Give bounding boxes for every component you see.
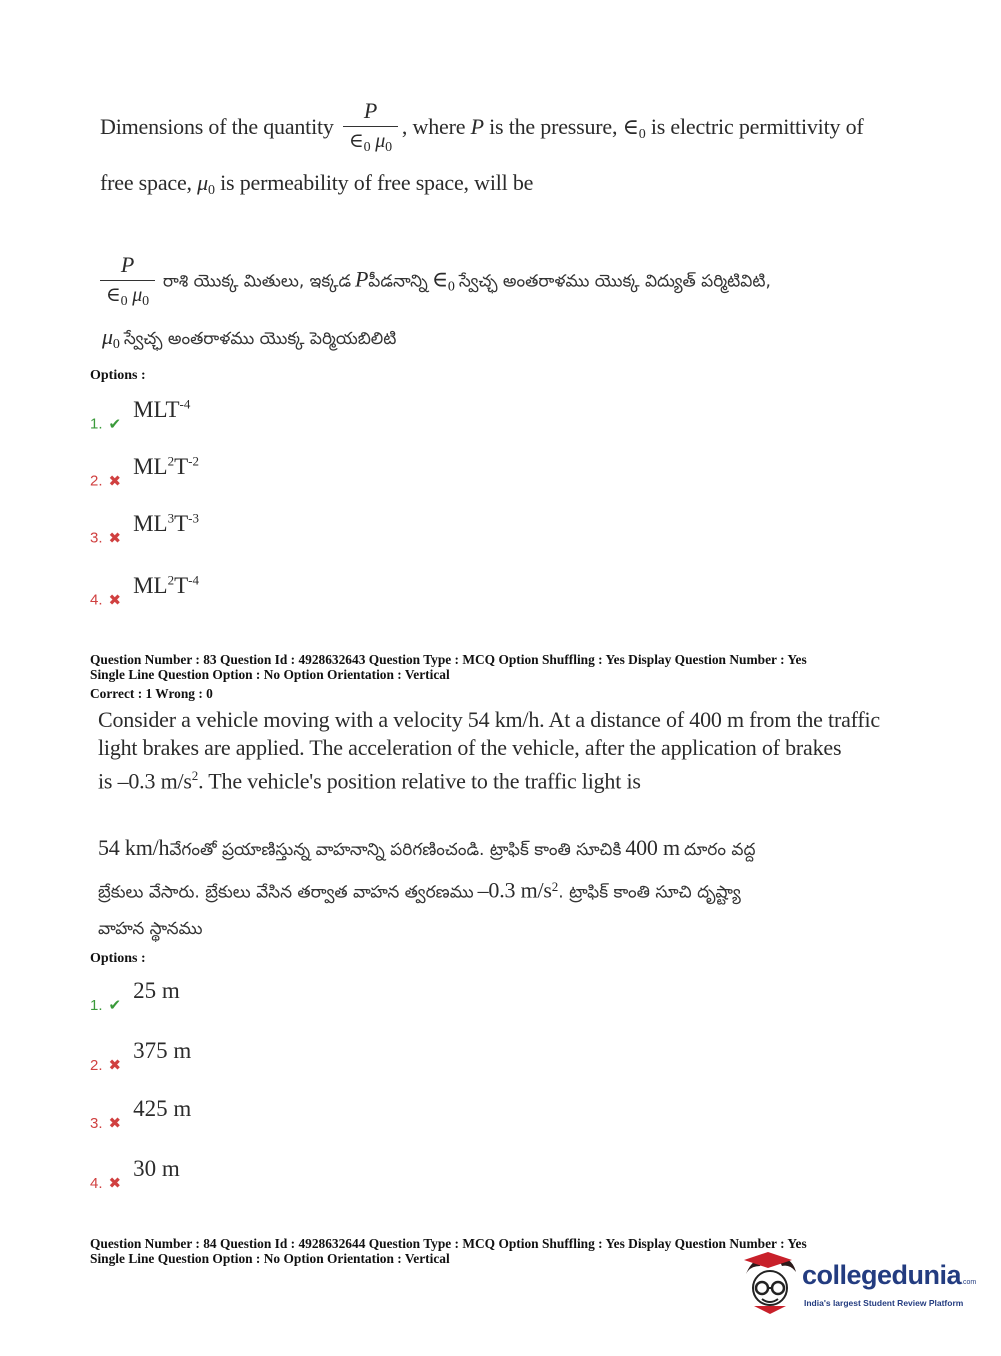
cross-icon: ✖ xyxy=(108,1176,122,1192)
q83-english-text: Consider a vehicle moving with a velocity 54 km/h. At a distance of 400 m from the traffic light brakes are applied. The acceleration of the vehicle, after the application of brakes is –0.3 $m/s^2$. The vehicle's position relative to the traffic light is xyxy=(98,707,880,794)
option-row xyxy=(90,396,191,435)
cross-icon: ✖ xyxy=(108,592,122,609)
option-number: 4. xyxy=(90,591,103,609)
cross-icon: ✖ xyxy=(108,1116,122,1132)
q82-telugu-line2: μ0 స్వేచ్ఛ అంతరాళము యొక్క పెర్మియబిలిటి xyxy=(102,324,397,352)
option-number: 3. xyxy=(90,529,103,547)
cross-icon: ✖ xyxy=(108,473,122,490)
option-text: $MLT^{-4}$ xyxy=(133,396,191,422)
q83-options-label: Options : xyxy=(90,951,146,966)
q82-fraction xyxy=(343,96,398,162)
checkmark-icon: ✔ xyxy=(108,998,122,1014)
option-text: 25 m xyxy=(133,978,180,1003)
q83-score: Correct : 1 Wrong : 0 xyxy=(90,686,213,701)
option-row xyxy=(90,1096,192,1134)
option-text: $ML^3T^{-3}$ xyxy=(133,510,199,536)
q83-telugu-text: 54 km/hవేగంతో ప్రయాణిస్తున్న వాహనాన్ని పరిగణించండి. ట్రాఫిక్ కాంతి సూచికి 400 m దూరం వద్ద బ్రేకులు వేసారు. బ్రేకులు వేసిన తర్వాత వాహన త్వరణము –0.3 $m/s^2$. ట్రాఫిక్ కాంతి సూచి దృష్ట్యా వాహన స్థానము xyxy=(98,835,756,940)
option-number: 3. xyxy=(90,1115,103,1132)
cross-icon: ✖ xyxy=(108,1058,122,1074)
q83-meta-line2: Single Line Question Option : No Option Orientation : Vertical xyxy=(90,667,450,682)
option-text: 30 m xyxy=(133,1156,180,1181)
logo-wordmark: collegedunia xyxy=(802,1260,962,1290)
student-mascot-icon xyxy=(740,1252,802,1316)
q84-meta-line1: Question Number : 84 Question Id : 4928632644 Question Type : MCQ Option Shuffling : Yes Display Question Number : Yes xyxy=(90,1236,807,1251)
fraction-denominator: $\in_0$ $\mu_0$ xyxy=(349,130,392,155)
option-number: 4. xyxy=(90,1175,103,1192)
q82-text: Dimensions of the quantity xyxy=(100,114,334,140)
q82-options-label: Options : xyxy=(90,368,146,383)
q83-meta-line1: Question Number : 83 Question Id : 4928632643 Question Type : MCQ Option Shuffling : Yes Display Question Number : Yes xyxy=(90,652,807,667)
option-number: 1. xyxy=(90,997,103,1014)
checkmark-icon: ✔ xyxy=(108,416,122,433)
q82-english-line2: free space, $\mu_0$ is permeability of free space, will be xyxy=(100,170,534,198)
cross-icon: ✖ xyxy=(108,530,122,547)
option-number: 2. xyxy=(90,1057,103,1074)
option-row xyxy=(90,1038,192,1076)
q82-telugu-fraction: $\frac{P}{\in_0 \mu_0}$ xyxy=(100,250,155,316)
option-row xyxy=(90,510,199,549)
option-row xyxy=(90,1156,180,1194)
option-row xyxy=(90,453,199,492)
option-text: 375 m xyxy=(133,1038,192,1063)
q84-meta xyxy=(90,1236,807,1266)
fraction-numerator: P xyxy=(343,96,398,127)
option-text: $ML^2T^{-4}$ xyxy=(133,572,199,598)
option-number: 2. xyxy=(90,472,103,490)
q83-meta xyxy=(90,652,807,682)
option-number: 1. xyxy=(90,415,103,433)
q82-telugu-line1: $\frac{P}{\in_0 \mu_0}$ రాశి యొక్క మితులు, ఇక్కడ Pపీడనాన్ని ∈0 స్వేచ్ఛ అంతరాళము యొక్క విద్యుత్ పర్మిటివిటి, xyxy=(100,250,771,316)
collegedunia-logo xyxy=(740,1252,977,1320)
q84-meta-line2: Single Line Question Option : No Option Orientation : Vertical xyxy=(90,1251,450,1266)
option-text: $ML^2T^{-2}$ xyxy=(133,453,199,479)
logo-tagline: India's largest Student Review Platform xyxy=(804,1298,964,1308)
option-text: 425 m xyxy=(133,1096,192,1121)
q82-english-line1: Dimensions of the quantity $\frac{P}{\in_0 \mu_0}$ , where P is the pressure, $\in_0$ is electric permittivity of xyxy=(100,96,864,162)
option-row xyxy=(90,572,199,611)
logo-domain: .com xyxy=(961,1279,977,1286)
option-row xyxy=(90,978,180,1016)
